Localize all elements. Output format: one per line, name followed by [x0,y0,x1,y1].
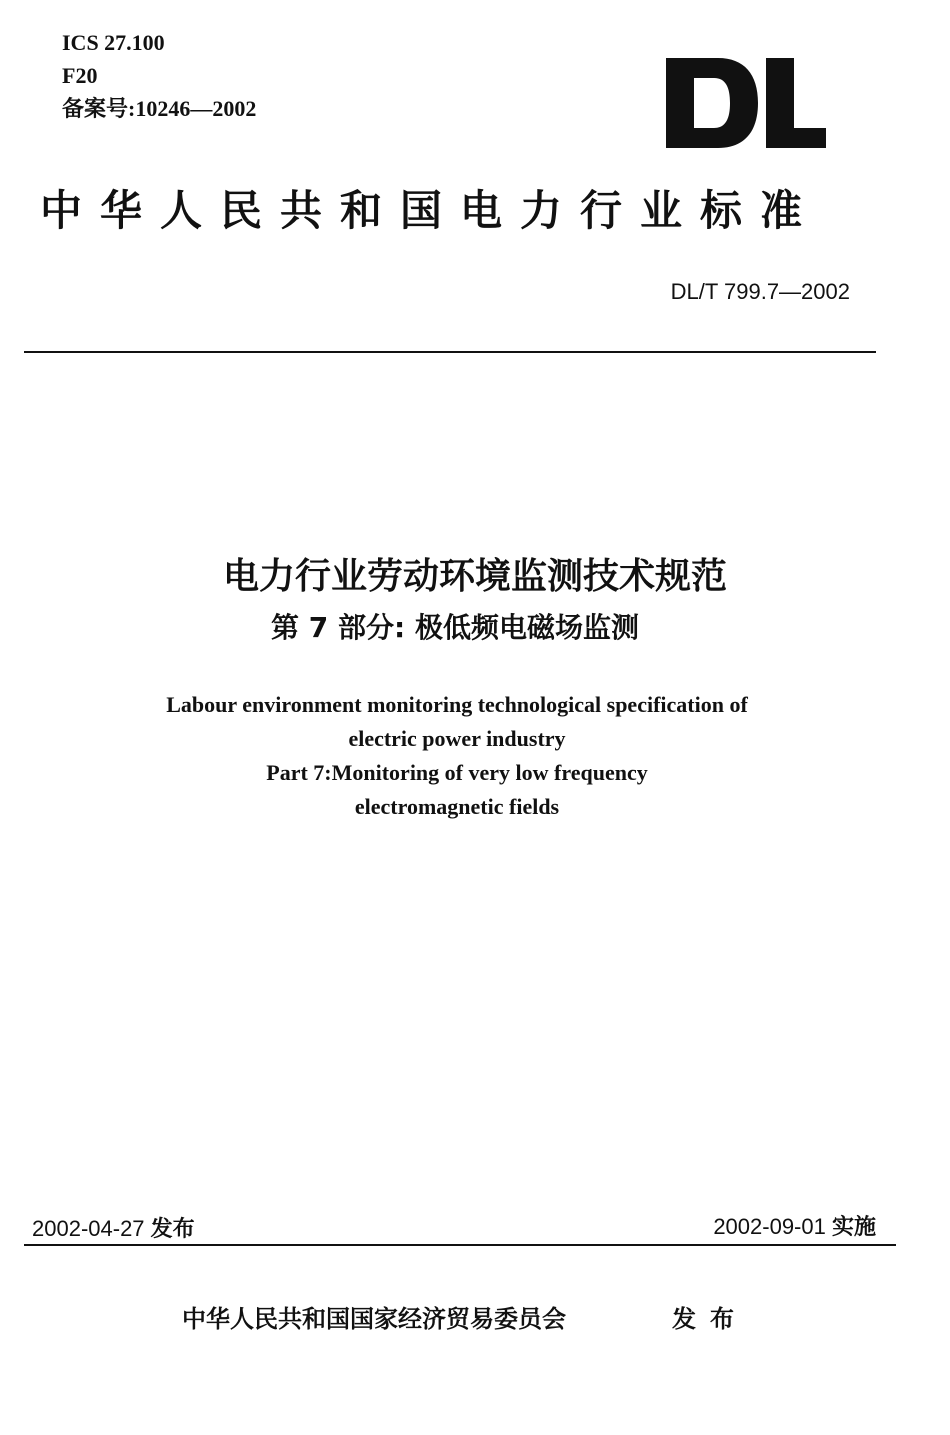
implement-label: 实施 [831,1215,876,1240]
standard-title: 中华人民共和国电力行业标准 [40,186,821,235]
publisher-name: 中华人民共和国国家经济贸易委员会 [182,1305,566,1333]
document-title-cn: 电力行业劳动环境监测技术规范 [222,556,727,597]
implement-date: 2002-09-01 [713,1214,826,1239]
title-en-line: electromagnetic fields [354,794,560,819]
publish-label: 发布 [672,1305,748,1333]
title-en-line: Labour environment monitoring technological specification of [166,692,748,717]
classification-codes [62,26,256,125]
title-en-line: electric power industry [348,726,566,751]
record-number: 备案号:10246—2002 [62,96,257,121]
issue-date-line [32,1212,195,1243]
ics-code: ICS 27.100 [62,30,165,55]
implement-date-line [713,1210,876,1241]
dl-logo [666,58,826,148]
issue-label: 发布 [150,1217,195,1242]
title-en-line: Part 7:Monitoring of very low frequency [266,760,648,785]
top-divider [24,351,876,353]
bottom-divider [24,1244,896,1246]
document-subtitle-cn: 第 7 部分: 极低频电磁场监测 [271,611,639,644]
document-title-en [0,688,914,824]
category-code: F20 [62,63,98,88]
standard-number: DL/T 799.7—2002 [670,279,850,304]
issue-date: 2002-04-27 [32,1216,145,1241]
